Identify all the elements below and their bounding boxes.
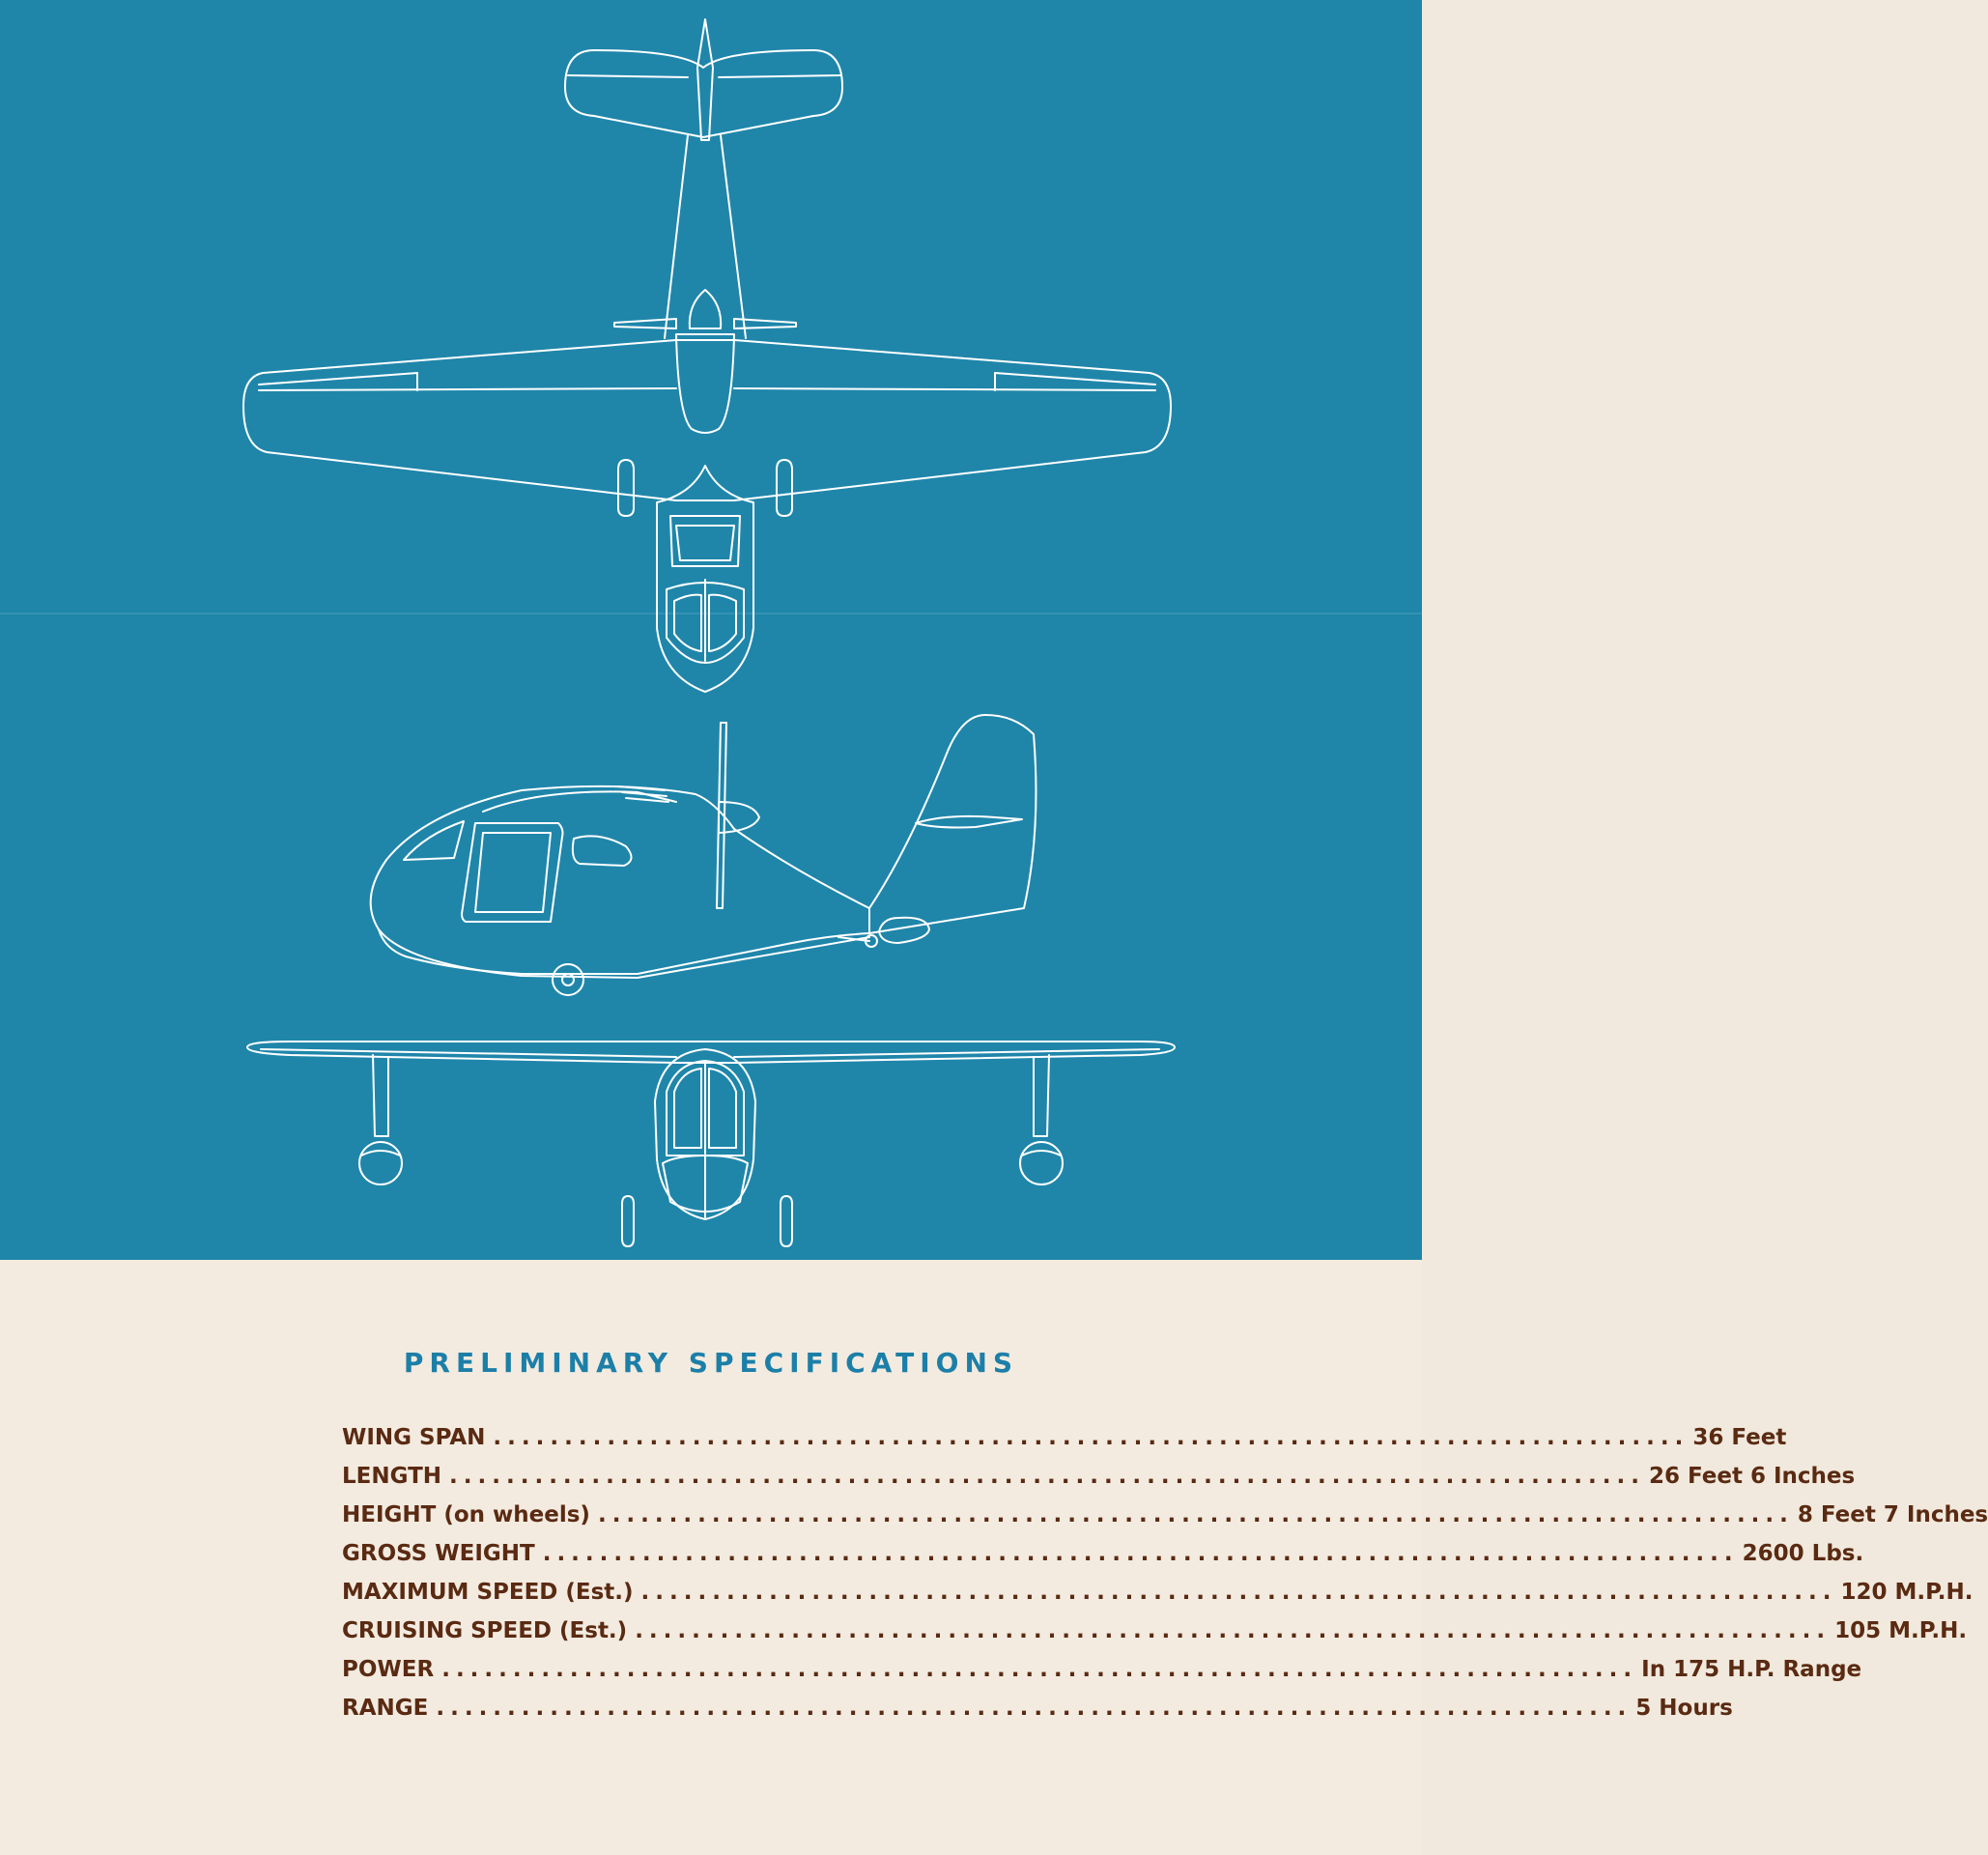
aileron-left bbox=[259, 373, 417, 385]
spec-row-gross-weight bbox=[342, 1534, 1864, 1573]
vertical-tail-side bbox=[869, 715, 1036, 933]
top-view bbox=[243, 19, 1171, 692]
spec-label: MAXIMUM SPEED (Est.) bbox=[342, 1580, 634, 1605]
spec-value: 2600 Lbs. bbox=[1742, 1541, 1864, 1566]
spec-label: LENGTH bbox=[342, 1464, 442, 1489]
leader-dots: .................................................................................... bbox=[436, 1696, 1633, 1721]
front-view bbox=[247, 1042, 1175, 1246]
leader-dots: .................................................................................... bbox=[449, 1464, 1645, 1489]
blueprint-panel bbox=[0, 0, 1422, 1260]
leader-dots: .................................................................................... bbox=[441, 1657, 1638, 1682]
windshield-pane-right bbox=[709, 1069, 736, 1148]
spec-label: CRUISING SPEED (Est.) bbox=[342, 1618, 628, 1643]
spec-label: HEIGHT (on wheels) bbox=[342, 1502, 590, 1527]
spec-row-range bbox=[342, 1689, 1733, 1727]
side-view bbox=[371, 715, 1037, 995]
leader-dots: .................................................................................... bbox=[640, 1580, 1837, 1605]
spec-row-wing-span bbox=[342, 1418, 1787, 1457]
horizontal-tail bbox=[565, 50, 842, 137]
aircraft-three-view-drawing bbox=[0, 0, 1422, 1260]
canopy-pane-left bbox=[674, 595, 701, 651]
float-front-left bbox=[359, 1142, 402, 1184]
side-door-inner bbox=[475, 833, 551, 912]
specs-list bbox=[342, 1418, 1988, 1727]
spec-label: GROSS WEIGHT bbox=[342, 1541, 535, 1566]
spec-row-height bbox=[342, 1496, 1988, 1534]
spec-label: POWER bbox=[342, 1657, 435, 1682]
spec-row-cruising-speed bbox=[342, 1612, 1968, 1650]
spec-value: 8 Feet 7 Inches bbox=[1797, 1502, 1988, 1527]
spec-value: 36 Feet bbox=[1692, 1425, 1787, 1450]
float-front-right bbox=[1020, 1142, 1063, 1184]
gear-leg-right bbox=[781, 1196, 792, 1246]
float-left bbox=[618, 460, 634, 516]
propeller-spinner bbox=[690, 290, 721, 328]
elevator-line-left bbox=[568, 75, 688, 77]
spec-label: WING SPAN bbox=[342, 1425, 486, 1450]
spec-row-power bbox=[342, 1650, 1862, 1689]
spec-value: 5 Hours bbox=[1635, 1696, 1733, 1721]
leader-dots: .................................................................................... bbox=[635, 1618, 1832, 1643]
specs-title: PRELIMINARY SPECIFICATIONS bbox=[403, 1347, 1019, 1379]
tail-boom bbox=[665, 135, 746, 338]
spec-value: 120 M.P.H. bbox=[1840, 1580, 1974, 1605]
leader-dots: .................................................................................... bbox=[493, 1425, 1690, 1450]
propeller-blades bbox=[614, 319, 796, 328]
spec-row-length bbox=[342, 1457, 1856, 1496]
fuselage-side bbox=[371, 786, 869, 974]
canopy-pane-right bbox=[709, 595, 736, 651]
spec-value: 26 Feet 6 Inches bbox=[1648, 1464, 1856, 1489]
horizontal-tail-side bbox=[916, 816, 1022, 828]
spec-value: 105 M.P.H. bbox=[1834, 1618, 1968, 1643]
float-right bbox=[777, 460, 792, 516]
engine-pod bbox=[676, 334, 734, 433]
leader-dots: .................................................................................... bbox=[597, 1502, 1794, 1527]
strut-left bbox=[373, 1055, 388, 1136]
cabin-window-top bbox=[676, 526, 734, 560]
main-wheel-side bbox=[553, 964, 583, 995]
spec-row-maximum-speed bbox=[342, 1573, 1974, 1612]
aileron-right bbox=[995, 373, 1155, 385]
spec-value: In 175 H.P. Range bbox=[1641, 1657, 1862, 1682]
leader-dots: .................................................................................... bbox=[542, 1541, 1739, 1566]
gear-leg-left bbox=[622, 1196, 634, 1246]
main-wing bbox=[243, 340, 1171, 500]
fin-top bbox=[697, 19, 713, 140]
hull-keel bbox=[379, 929, 869, 978]
side-window-front bbox=[404, 821, 464, 860]
strut-right bbox=[1034, 1055, 1049, 1136]
windshield-pane-left bbox=[674, 1069, 701, 1148]
side-window-rear bbox=[573, 836, 632, 866]
spec-label: RANGE bbox=[342, 1696, 429, 1721]
elevator-line-right bbox=[719, 75, 840, 77]
